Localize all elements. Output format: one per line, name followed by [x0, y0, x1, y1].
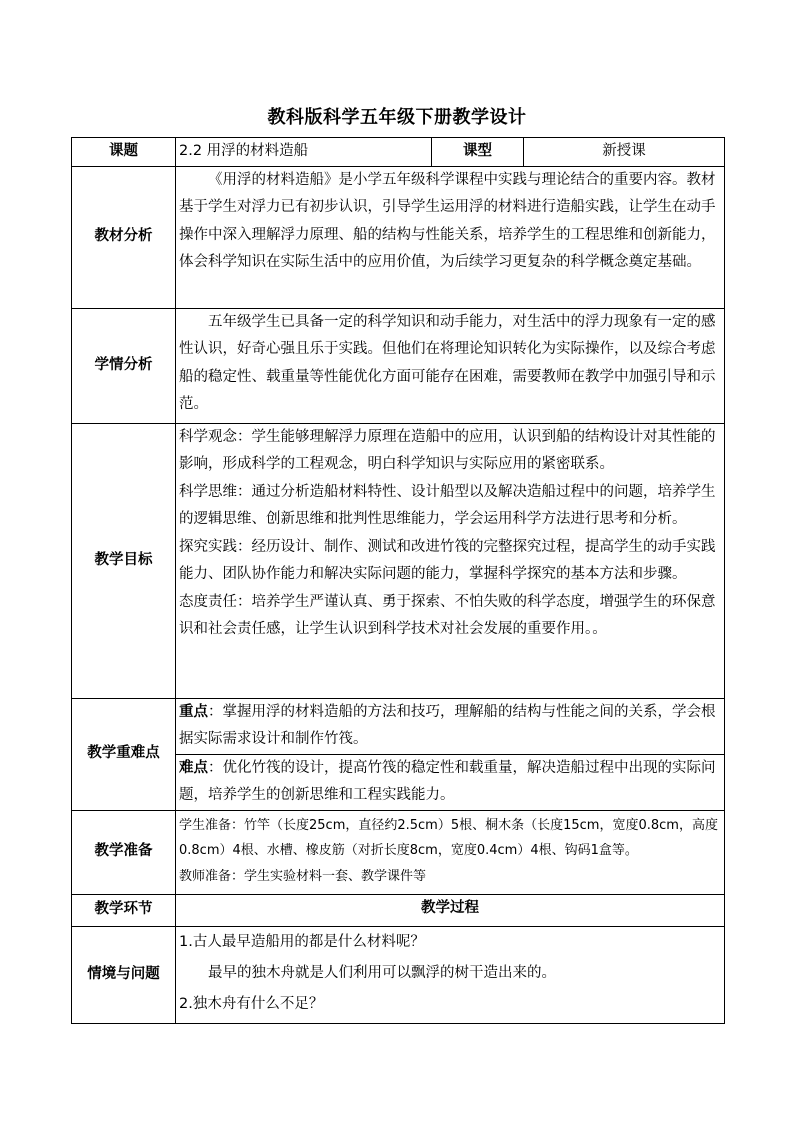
situation-cell	[176, 926, 725, 1023]
situation-answer-1: 最早的独木舟就是人们利用可以飘浮的树干造出来的。	[208, 964, 556, 981]
key-point-row	[72, 698, 725, 754]
teaching-goals-cell	[176, 423, 725, 698]
lesson-type-value: 新授课	[524, 138, 725, 167]
student-analysis-row	[72, 308, 725, 423]
student-preparation: 学生准备：竹竿（长度25cm，直径约2.5cm）5根、桐木条（长度15cm，宽度0.8cm，高度0.8cm）4根、水槽、橡皮筋（对折长度8cm，宽度0.4cm）4根、钩码1盒等。	[179, 817, 718, 858]
material-analysis-text: 《用浮的材料造船》是小学五年级科学课程中实践与理论结合的重要内容。教材基于学生对浮力已有初步认识，引导学生运用浮的材料进行造船实践，让学生在动手操作中深入理解浮力原理、船的结构与性能关系，培养学生的工程思维和创新能力，体会科学知识在实际生活中的应用价值，为后续学习更复杂的科学概念奠定基础。	[179, 171, 716, 270]
document-title: 教科版科学五年级下册教学设计	[267, 107, 527, 128]
teaching-goals-row	[72, 423, 725, 698]
process-header: 教学过程	[176, 894, 725, 926]
topic-value: 2.2 用浮的材料造船	[176, 138, 432, 167]
student-analysis-label: 学情分析	[72, 308, 176, 423]
situation-question-1: 1.古人最早造船用的都是什么材料呢？	[179, 933, 425, 950]
goal-attitude-responsibility: 态度责任：培养学生严谨认真、勇于探索、不怕失败的科学态度，增强学生的环保意识和社会责任感，让学生认识到科学技术对社会发展的重要作用。。	[179, 593, 716, 637]
process-header-row	[72, 894, 725, 926]
student-analysis-cell	[176, 308, 725, 423]
lesson-plan-table	[71, 137, 725, 1024]
preparation-row	[72, 810, 725, 894]
key-point-text: ：掌握用浮的材料造船的方法和技巧，理解船的结构与性能之间的关系，学会根据实际需求设计和制作竹筏。	[179, 703, 716, 747]
material-analysis-row	[72, 166, 725, 308]
key-difficult-label: 教学重难点	[72, 698, 176, 810]
preparation-cell	[176, 810, 725, 894]
material-analysis-cell	[176, 166, 725, 308]
topic-row	[72, 138, 725, 167]
difficult-point-cell	[176, 754, 725, 810]
goal-science-thinking: 科学思维：通过分析造船材料特性、设计船型以及解决造船过程中的问题，培养学生的逻辑思维、创新思维和批判性思维能力，学会运用科学方法进行思考和分析。	[179, 483, 716, 527]
difficult-point-text: ：优化竹筏的设计，提高竹筏的稳定性和载重量，解决造船过程中出现的实际问题，培养学生的创新思维和工程实践能力。	[179, 759, 716, 803]
material-analysis-label: 教材分析	[72, 166, 176, 308]
teaching-goals-label: 教学目标	[72, 423, 176, 698]
lesson-type-label: 课型	[432, 138, 524, 167]
situation-question-2: 2.独木舟有什么不足？	[179, 995, 324, 1012]
goal-science-concept: 科学观念：学生能够理解浮力原理在造船中的应用，认识到船的结构设计对其性能的影响，形成科学的工程观念，明白科学知识与实际应用的紧密联系。	[179, 428, 716, 472]
goal-inquiry-practice: 探究实践：经历设计、制作、测试和改进竹筏的完整探究过程，提高学生的动手实践能力、团队协作能力和解决实际问题的能力，掌握科学探究的基本方法和步骤。	[179, 538, 716, 582]
key-point-label: 重点	[179, 703, 208, 720]
topic-label: 课题	[72, 138, 176, 167]
difficult-point-label: 难点	[179, 759, 208, 776]
stage-header: 教学环节	[72, 894, 176, 926]
key-point-cell	[176, 698, 725, 754]
situation-row	[72, 926, 725, 1023]
situation-label: 情境与问题	[72, 926, 176, 1023]
teacher-preparation: 教师准备：学生实验材料一套、教学课件等	[179, 868, 427, 884]
preparation-label: 教学准备	[72, 810, 176, 894]
student-analysis-text: 五年级学生已具备一定的科学知识和动手能力，对生活中的浮力现象有一定的感性认识，好奇心强且乐于实践。但他们在将理论知识转化为实际操作，以及综合考虑船的稳定性、载重量等性能优化方面可能存在困难，需要教师在教学中加强引导和示范。	[179, 313, 716, 412]
